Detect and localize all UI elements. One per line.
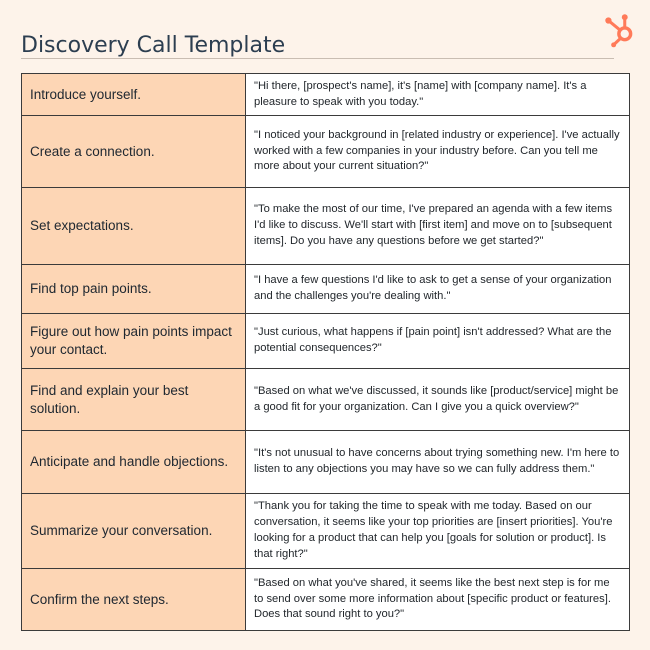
script-cell: "Just curious, what happens if [pain point] isn't addressed? What are the potential consequences?" bbox=[246, 314, 630, 369]
table-row bbox=[22, 369, 630, 431]
script-cell: "It's not unusual to have concerns about trying something new. I'm here to listen to any objections you may have so we can fully address them." bbox=[246, 431, 630, 494]
script-cell: "Hi there, [prospect's name], it's [name] with [company name]. It's a pleasure to speak with you today." bbox=[246, 74, 630, 116]
step-cell: Set expectations. bbox=[22, 188, 246, 265]
script-cell: "To make the most of our time, I've prepared an agenda with a few items I'd like to discuss. We'll start with [first item] and move on to [subsequent items]. Do you have any questions before we get started?" bbox=[246, 188, 630, 265]
table-row bbox=[22, 314, 630, 369]
script-cell: "I noticed your background in [related industry or experience]. I've actually worked with a few companies in your industry before. Can you tell me more about your current situation?" bbox=[246, 116, 630, 188]
table-row bbox=[22, 431, 630, 494]
step-cell: Anticipate and handle objections. bbox=[22, 431, 246, 494]
table-row bbox=[22, 74, 630, 116]
table-row bbox=[22, 265, 630, 314]
table-row bbox=[22, 188, 630, 265]
script-cell: "Based on what you've shared, it seems like the best next step is for me to send over some more information about [specific product or features]. Does that sound right to you?" bbox=[246, 569, 630, 631]
script-cell: "Based on what we've discussed, it sounds like [product/service] might be a good fit for your organization. Can I give you a quick overview?" bbox=[246, 369, 630, 431]
script-cell: "Thank you for taking the time to speak with me today. Based on our conversation, it seems like your top priorities are [insert priorities]. You're looking for a product that can help you [goals for solution or product]. Is that right?" bbox=[246, 494, 630, 569]
hubspot-sprocket-icon bbox=[601, 11, 639, 49]
step-cell: Create a connection. bbox=[22, 116, 246, 188]
step-cell: Find top pain points. bbox=[22, 265, 246, 314]
table-row bbox=[22, 494, 630, 569]
step-cell: Summarize your conversation. bbox=[22, 494, 246, 569]
page-title: Discovery Call Template bbox=[21, 32, 286, 58]
step-cell: Confirm the next steps. bbox=[22, 569, 246, 631]
step-cell: Introduce yourself. bbox=[22, 74, 246, 116]
table-row bbox=[22, 569, 630, 631]
step-cell: Find and explain your best solution. bbox=[22, 369, 246, 431]
discovery-call-table bbox=[21, 73, 630, 631]
title-divider bbox=[21, 58, 614, 59]
script-cell: "I have a few questions I'd like to ask to get a sense of your organization and the challenges you're dealing with." bbox=[246, 265, 630, 314]
table-row bbox=[22, 116, 630, 188]
step-cell: Figure out how pain points impact your contact. bbox=[22, 314, 246, 369]
